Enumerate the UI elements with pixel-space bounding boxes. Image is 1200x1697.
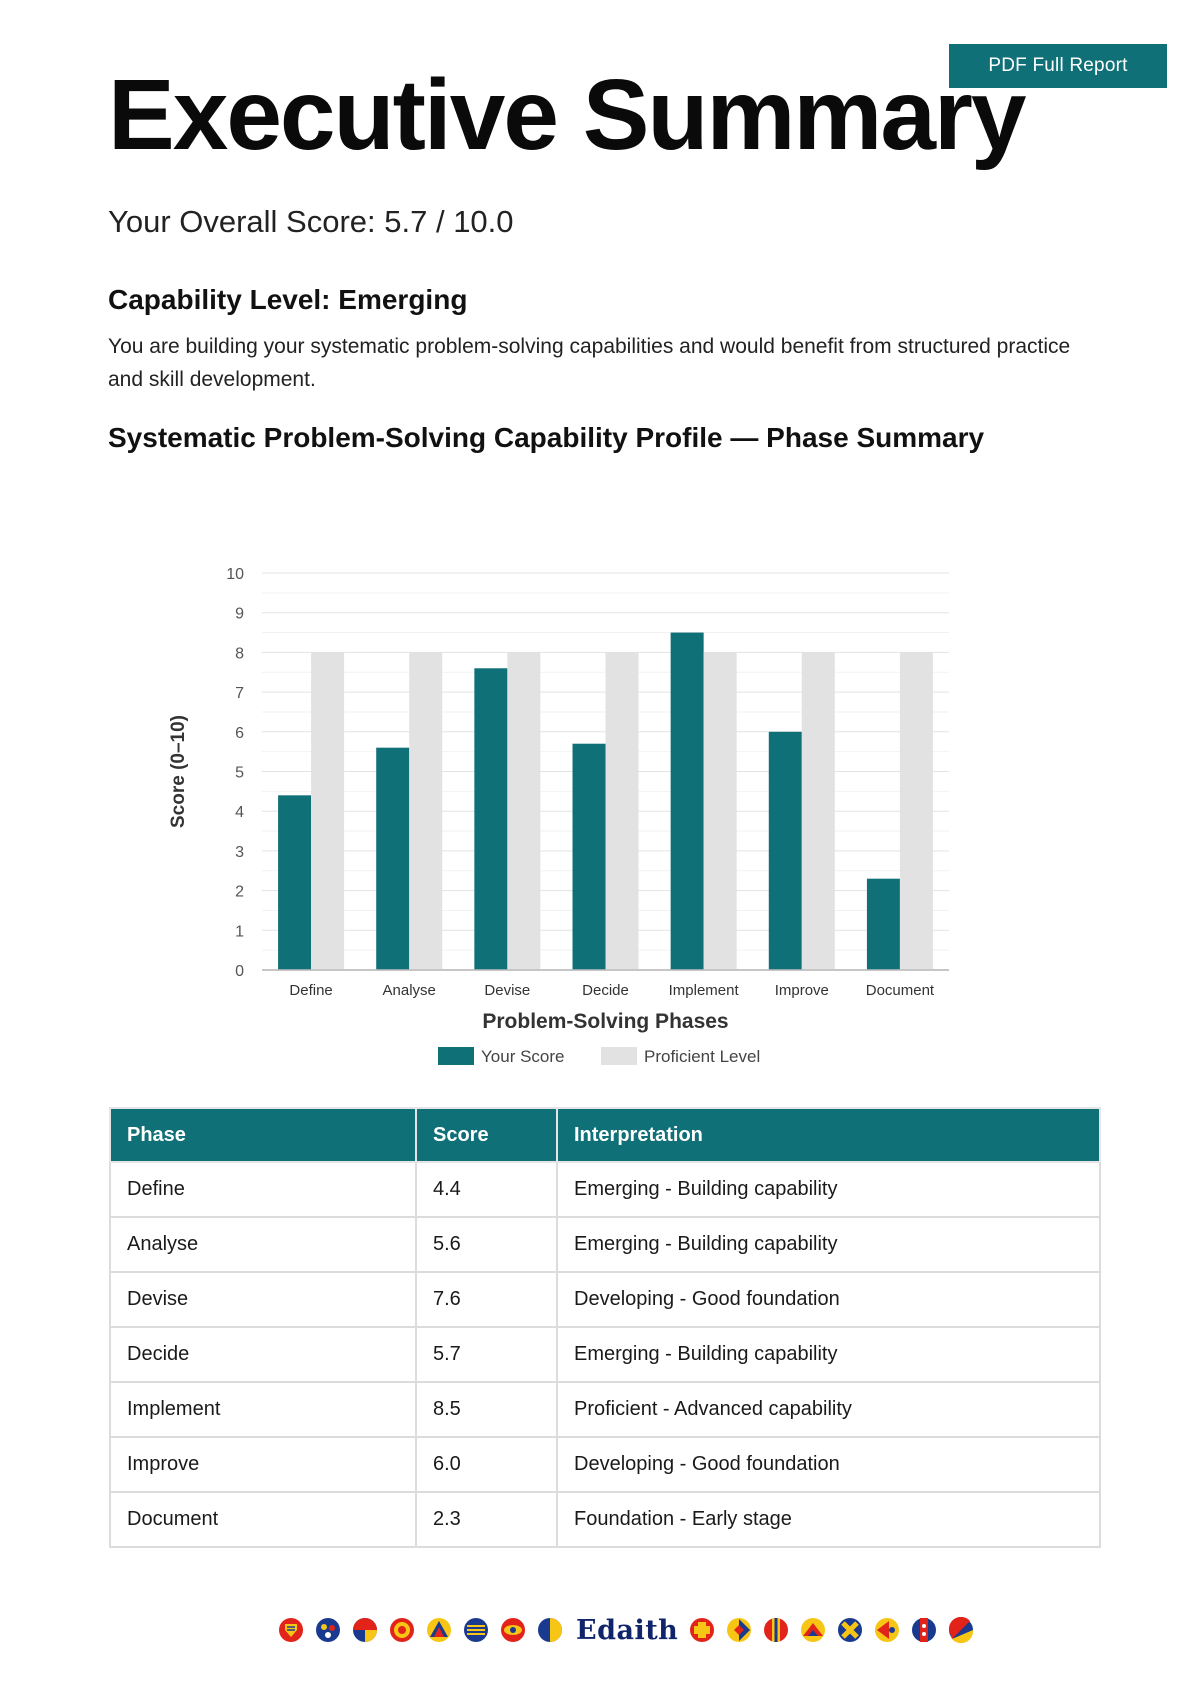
- cell-score: 6.0: [416, 1437, 557, 1492]
- bar-proficient-level: [802, 652, 835, 970]
- dots-icon: [315, 1617, 341, 1643]
- cell-phase: Implement: [110, 1382, 416, 1437]
- cell-phase: Analyse: [110, 1217, 416, 1272]
- legend-label-your-score: Your Score: [481, 1047, 565, 1066]
- cell-score: 8.5: [416, 1382, 557, 1437]
- cell-interpretation: Foundation - Early stage: [557, 1492, 1100, 1547]
- page-title: Executive Summary: [108, 59, 1025, 171]
- brand-logo-text: Edaith: [576, 1614, 679, 1646]
- bar-proficient-level: [507, 652, 540, 970]
- sun-icon: [389, 1617, 415, 1643]
- footer-logo-strip: [278, 1613, 985, 1647]
- x-tick-label: Implement: [668, 982, 739, 999]
- cell-phase: Document: [110, 1492, 416, 1547]
- cell-phase: Define: [110, 1162, 416, 1217]
- cell-score: 5.7: [416, 1327, 557, 1382]
- cell-phase: Decide: [110, 1327, 416, 1382]
- slash-icon: [948, 1617, 974, 1643]
- y-tick-label: 7: [235, 685, 244, 703]
- waves-icon: [463, 1617, 489, 1643]
- cell-interpretation: Developing - Good foundation: [557, 1437, 1100, 1492]
- x-tick-label: Decide: [582, 982, 629, 999]
- y-tick-label: 10: [226, 566, 244, 583]
- triangle-icon: [426, 1617, 452, 1643]
- legend-swatch-your-score: [438, 1047, 474, 1065]
- table-row: [110, 1217, 1100, 1272]
- bar-proficient-level: [606, 652, 639, 970]
- y-tick-label: 1: [235, 923, 244, 941]
- table-row: [110, 1437, 1100, 1492]
- cell-phase: Improve: [110, 1437, 416, 1492]
- overall-score: Your Overall Score: 5.7 / 10.0: [108, 204, 514, 239]
- arrow-icon: [874, 1617, 900, 1643]
- cell-score: 7.6: [416, 1272, 557, 1327]
- diamond-icon: [726, 1617, 752, 1643]
- table-row: [110, 1162, 1100, 1217]
- bar-proficient-level: [311, 652, 344, 970]
- x-tick-label: Analyse: [382, 982, 436, 999]
- section-heading: Systematic Problem-Solving Capability Profile — Phase Summary: [108, 422, 985, 453]
- cell-interpretation: Emerging - Building capability: [557, 1217, 1100, 1272]
- half-circle-icon: [352, 1617, 378, 1643]
- y-tick-label: 6: [235, 724, 244, 742]
- legend-label-proficient-level: Proficient Level: [644, 1047, 761, 1066]
- legend-swatch-proficient-level: [601, 1047, 637, 1065]
- x-tick-label: Define: [289, 982, 333, 999]
- y-tick-label: 3: [235, 843, 244, 861]
- cell-phase: Devise: [110, 1272, 416, 1327]
- x-icon: [837, 1617, 863, 1643]
- header-interpretation: Interpretation: [557, 1108, 1100, 1162]
- cell-interpretation: Proficient - Advanced capability: [557, 1382, 1100, 1437]
- cell-score: 5.6: [416, 1217, 557, 1272]
- table-row: [110, 1382, 1100, 1437]
- bar-proficient-level: [704, 652, 737, 970]
- x-axis-title: Problem-Solving Phases: [482, 1010, 729, 1033]
- pdf-full-report-button[interactable]: PDF Full Report: [949, 44, 1167, 88]
- cell-score: 4.4: [416, 1162, 557, 1217]
- x-tick-label: Devise: [484, 982, 531, 999]
- x-tick-label: Document: [865, 982, 935, 999]
- bar-your-score: [278, 795, 311, 970]
- y-axis-title: Score (0–10): [168, 714, 189, 829]
- cell-interpretation: Developing - Good foundation: [557, 1272, 1100, 1327]
- bar-your-score: [769, 732, 802, 970]
- cell-interpretation: Emerging - Building capability: [557, 1162, 1100, 1217]
- header-phase: Phase: [110, 1108, 416, 1162]
- x-tick-label: Improve: [774, 982, 829, 999]
- mountain-icon: [800, 1617, 826, 1643]
- table-row: [110, 1492, 1100, 1547]
- cell-interpretation: Emerging - Building capability: [557, 1327, 1100, 1382]
- y-tick-label: 8: [235, 645, 244, 663]
- bar-your-score: [867, 879, 900, 970]
- capability-description: You are building your systematic problem-solving capabilities and would benefit from structured practice and skill development.: [108, 335, 1071, 391]
- bar-your-score: [671, 633, 704, 970]
- y-tick-label: 5: [235, 764, 244, 782]
- table-row: [110, 1327, 1100, 1382]
- y-tick-label: 4: [235, 804, 244, 822]
- y-tick-label: 0: [235, 963, 244, 980]
- header-score: Score: [416, 1108, 557, 1162]
- split-icon: [763, 1617, 789, 1643]
- y-tick-label: 2: [235, 883, 244, 901]
- bar-your-score: [376, 748, 409, 970]
- y-tick-label: 9: [235, 605, 244, 623]
- shield-icon: [278, 1617, 304, 1643]
- capability-level-heading: Capability Level: Emerging: [108, 284, 468, 315]
- cell-score: 2.3: [416, 1492, 557, 1547]
- phase-summary-chart: [160, 550, 980, 1070]
- bar-proficient-level: [900, 652, 933, 970]
- table-row: [110, 1272, 1100, 1327]
- bar-your-score: [573, 744, 606, 970]
- stripe-icon: [911, 1617, 937, 1643]
- cross-icon: [689, 1617, 715, 1643]
- half-moon-icon: [537, 1617, 563, 1643]
- bar-proficient-level: [409, 652, 442, 970]
- phase-table: [109, 1107, 1099, 1548]
- eye-icon: [500, 1617, 526, 1643]
- table-header-row: [110, 1108, 1100, 1162]
- bar-your-score: [474, 668, 507, 970]
